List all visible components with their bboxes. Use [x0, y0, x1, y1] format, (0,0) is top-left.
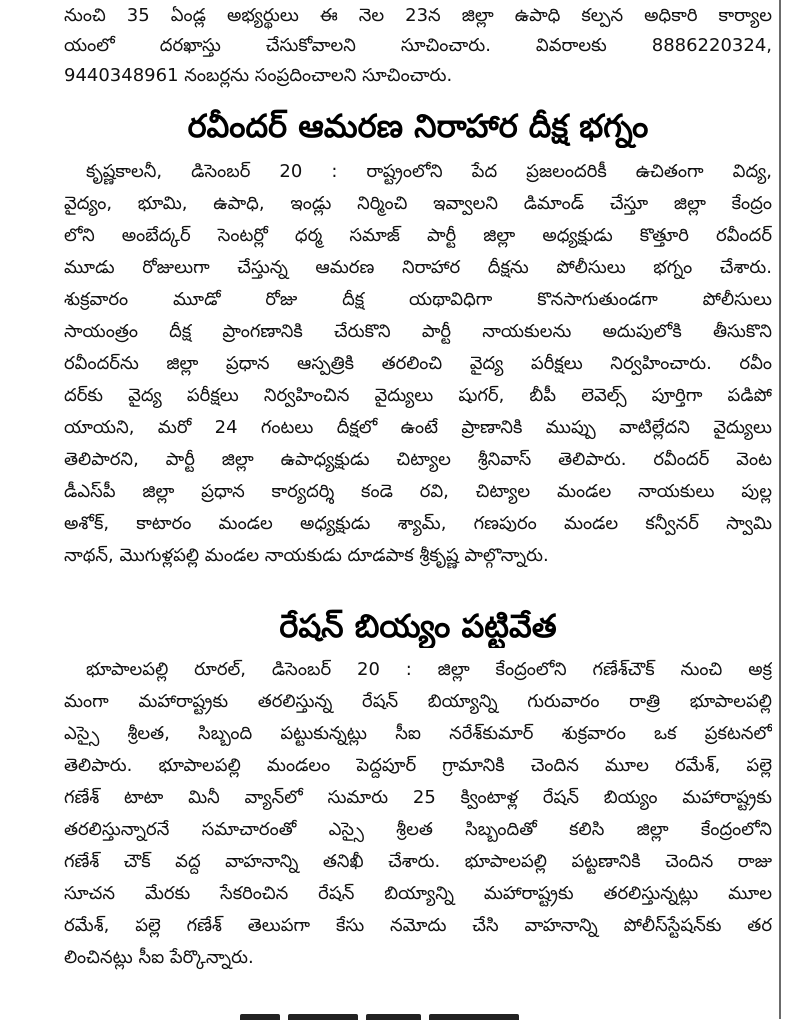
article2-line: సూచన మేరకు సేకరించిన రేషన్ బియ్యాన్ని మహారాష్ట్రకు తరలిస్తున్నట్లు మూల [64, 883, 772, 904]
article1-line: డీఎస్‌పీ జిల్లా ప్రధాన కార్యదర్శి కండె రవి, చిట్యాల మండల నాయకులు పుల్ల [64, 481, 772, 502]
article1-line: యాయని, మరో 24 గంటలు దీక్షలో ఉంటే ప్రాణానికి ముప్పు వాటిల్లేదని వైద్యులు [64, 417, 772, 438]
article1-headline: రవీందర్ ఆమరణ నిరాహార దీక్ష భగ్నం [187, 107, 649, 145]
article2-line: మంగా మహారాష్ట్రకు తరలిస్తున్న రేషన్ బియ్యాన్ని గురువారం రాత్రి భూపాలపల్లి [64, 691, 772, 712]
article1-line: నాథన్, మొగుళ్లపల్లి మండల నాయకుడు దూడపాక శ్రీకృష్ణ పాల్గొన్నారు. [64, 545, 549, 566]
article2-line: భూపాలపల్లి రూరల్, డిసెంబర్ 20 : జిల్లా కేంద్రంలోని గణేశ్‌చౌక్ నుంచి అక్ర [86, 659, 772, 680]
article2-line: తరలిస్తున్నారనే సమాచారంతో ఎస్సై శ్రీలత సిబ్బందితో కలిసి జిల్లా కేంద్రంలోని [64, 819, 772, 840]
article1-line: దర్‌కు వైద్య పరీక్షలు నిర్వహించిన వైద్యులు షుగర్, బీపీ లెవెల్స్ పూర్తిగా పడిపో [64, 385, 772, 406]
column-rule [779, 0, 781, 1019]
intro-line: 9440348961 నంబర్లను సంప్రదించాలని సూచించారు. [64, 65, 453, 86]
article2-headline: రేషన్ బియ్యం పట్టివేత [279, 607, 557, 645]
next-headline-fragment [240, 1006, 550, 1020]
article2-line: లించినట్లు సీఐ పేర్కొన్నారు. [64, 947, 254, 968]
article2-line: తెలిపారు. భూపాలపల్లి మండలం పెద్దపూర్ గ్రామానికి చెందిన మూల రమేశ్, పల్లె [64, 755, 772, 776]
article1-line: లోని అంబేద్కర్ సెంటర్లో ధర్మ సమాజ్ పార్టీ జిల్లా అధ్యక్షుడు కొత్తూరి రవీందర్ [64, 225, 772, 246]
article1-line: రవీందర్‌ను జిల్లా ప్రధాన ఆస్పత్రికి తరలించి వైద్య పరీక్షలు నిర్వహించారు. రవీం [64, 353, 772, 374]
intro-line: యంలో దరఖాస్తు చేసుకోవాలని సూచించారు. వివరాలకు 8886220324, [64, 35, 772, 56]
article2-line: రమేశ్, పల్లె గణేశ్ తెలుపగా కేసు నమోదు చేసి వాహనాన్ని పోలీస్‌స్టేషన్‌కు తర [64, 915, 772, 936]
intro-line: నుంచి 35 ఏండ్ల అభ్యర్థులు ఈ నెల 23న జిల్లా ఉపాధి కల్పన అధికారి కార్యాల [64, 5, 772, 26]
article2-line: గణేశ్ టాటా మినీ వ్యాన్‌లో సుమారు 25 క్వింటాళ్ల రేషన్ బియ్యం మహారాష్ట్రకు [64, 787, 772, 808]
article2-line: గణేశ్ చౌక్ వద్ద వాహనాన్ని తనిఖీ చేశారు. భూపాలపల్లి పట్టణానికి చెందిన రాజు [64, 851, 772, 872]
article1-line: శుక్రవారం మూడో రోజు దీక్ష యథావిధిగా కొనసాగుతుండగా పోలీసులు [64, 289, 772, 310]
article1-line: తెలిపారని, పార్టీ జిల్లా ఉపాధ్యక్షుడు చిట్యాల శ్రీనివాస్ తెలిపారు. రవీందర్ వెంట [64, 449, 772, 470]
article2-line: ఎస్సై శ్రీలత, సిబ్బంది పట్టుకున్నట్లు సీఐ నరేశ్‌కుమార్ శుక్రవారం ఒక ప్రకటనలో [64, 723, 772, 744]
article1-line: సాయంత్రం దీక్ష ప్రాంగణానికి చేరుకొని పార్టీ నాయకులను అదుపులోకి తీసుకొని [64, 321, 772, 342]
article1-line: మూడు రోజులుగా చేస్తున్న ఆమరణ నిరాహార దీక్షను పోలీసులు భగ్నం చేశారు. [64, 257, 772, 278]
article1-line: వైద్యం, భూమి, ఉపాధి, ఇండ్లు నిర్మించి ఇవ్వాలని డిమాండ్ చేస్తూ జిల్లా కేంద్రం [64, 193, 772, 214]
article1-line: అశోక్, కాటారం మండల అధ్యక్షుడు శ్యామ్, గణపురం మండల కన్వీనర్ స్వామి [64, 513, 772, 534]
article1-line: కృష్ణకాలనీ, డిసెంబర్ 20 : రాష్ట్రంలోని పేద ప్రజలందరికీ ఉచితంగా విద్య, [86, 161, 772, 182]
